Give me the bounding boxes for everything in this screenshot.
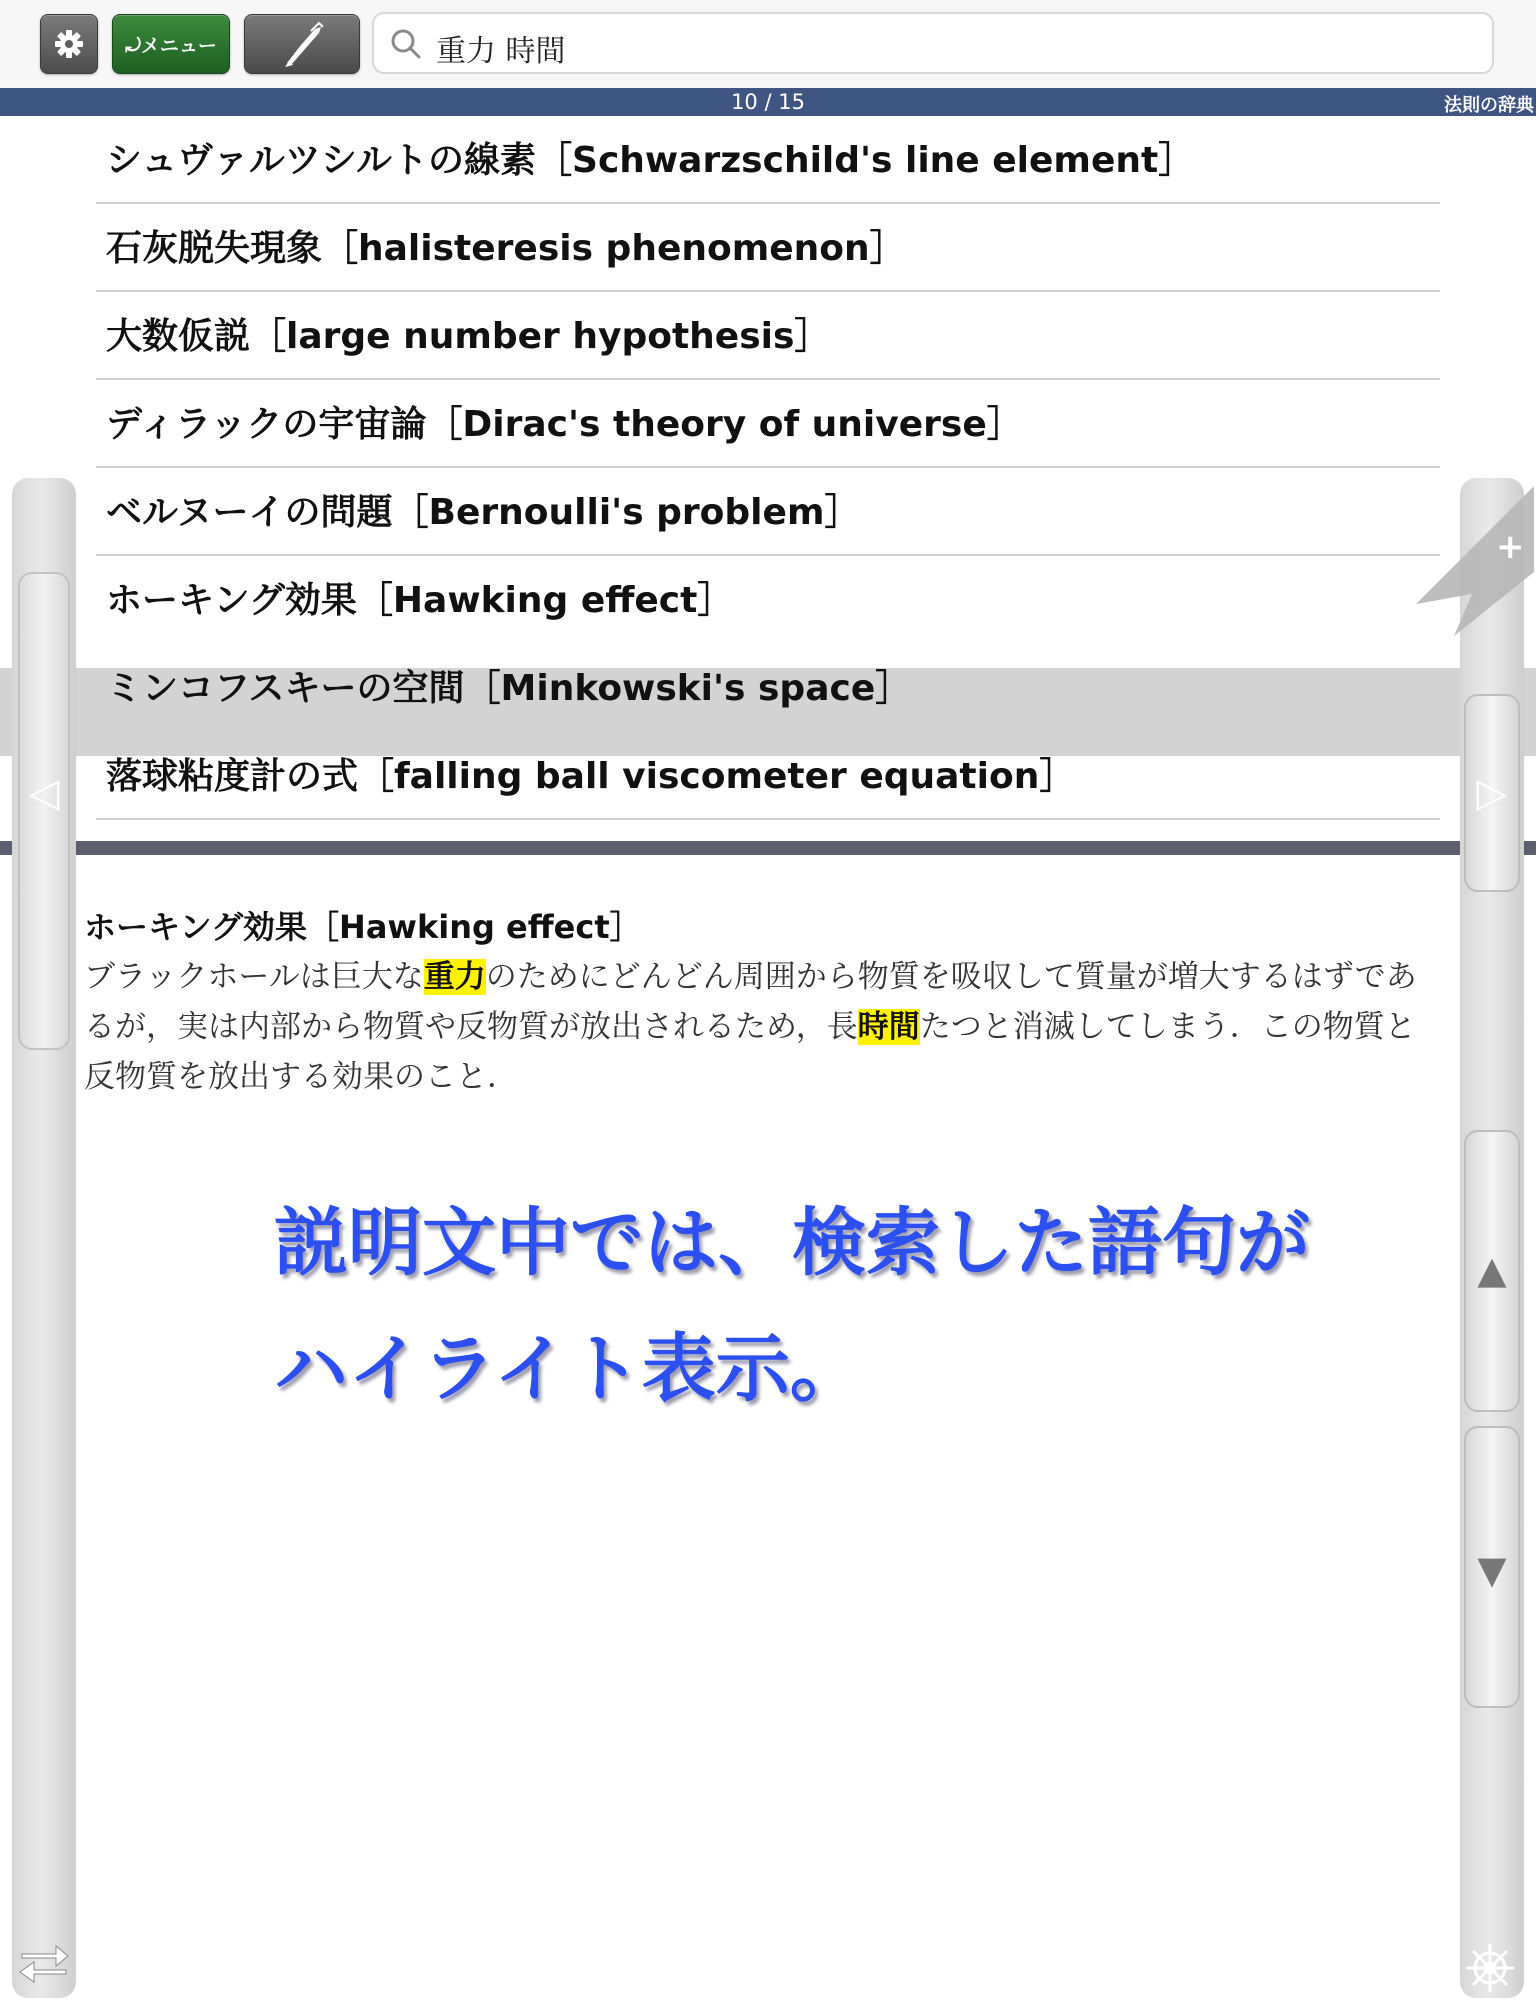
toolbar [0,0,1536,88]
annotation-line: 説明文中では、検索した語句が [274,1200,1310,1286]
result-item[interactable] [96,732,1440,820]
search-highlight: 重力 [423,959,486,995]
annotation-line: ハイライト表示。 [274,1326,864,1412]
search-highlight: 時間 [857,1009,920,1045]
entry-title: ホーキング効果［Hawking effect］ [84,908,642,946]
navigation-button[interactable] [1462,1940,1518,2000]
pager-bar [0,88,1536,116]
result-item-label: ホーキング効果［Hawking effect］ [106,580,734,621]
result-list [0,116,1536,840]
entry-body [84,952,1444,1102]
up-triangle-icon: ▲ [1477,1248,1507,1292]
down-triangle-icon: ▼ [1477,1548,1507,1592]
ship-wheel-icon [1462,1940,1518,1996]
scroll-down-button[interactable] [1464,1426,1520,1708]
magnifier-icon [388,26,424,62]
add-bookmark-button[interactable] [1416,486,1536,640]
search-input-value: 重力 時間 [436,34,566,69]
bookmark-button[interactable] [244,14,360,74]
result-item-label: 石灰脱失現象［halisteresis phenomenon］ [106,228,906,269]
result-item-label: 大数仮説［large number hypothesis］ [106,316,831,357]
prev-arrow-icon: ◁ [28,770,60,816]
result-item[interactable] [96,468,1440,556]
entry-text: たつと消滅してしまう．この物質と反物質を放出する効果のこと． [84,1009,1416,1095]
result-item[interactable] [96,116,1440,204]
swap-arrows-icon [16,1940,72,1984]
menu-button[interactable] [112,14,230,74]
result-item-label: シュヴァルツシルトの線素［Schwarzschild's line element］ [106,140,1195,181]
dictionary-name: 法則の辞典 [1444,95,1534,116]
entry-text: のためにどんどん周囲から物質を吸収して質量が増大するはずであるが，実は内部から物質や反物質が放出されるため，長 [84,959,1417,1045]
entry-detail [84,904,1444,1102]
swap-button[interactable] [16,1940,72,1988]
next-page-button[interactable] [1464,694,1520,892]
gear-icon [41,15,97,73]
pane-divider[interactable] [0,841,1536,855]
menu-button-label: ⤾メニュー [125,34,217,57]
plus-tab-icon [1416,486,1536,636]
prev-page-button[interactable] [20,770,68,816]
pen-icon [245,15,359,73]
result-item-label: 落球粘度計の式［falling ball viscometer equation］ [106,756,1076,797]
result-item-label: ベルヌーイの問題［Bernoulli's problem］ [106,492,861,533]
scroll-up-button[interactable] [1464,1130,1520,1412]
result-item[interactable] [96,204,1440,292]
result-item-label: ミンコフスキーの空間［Minkowski's space］ [106,668,912,709]
result-item[interactable] [96,292,1440,380]
result-item-label: ディラックの宇宙論［Dirac's theory of universe］ [106,404,1023,445]
result-item-selected[interactable] [96,556,1440,644]
add-icon: + [1496,527,1525,567]
page-count: 10 / 15 [731,90,805,114]
entry-text: ブラックホールは巨大な [84,959,424,995]
result-item[interactable] [96,380,1440,468]
settings-button[interactable] [40,14,98,74]
result-item[interactable] [96,644,1440,732]
search-field[interactable] [372,12,1494,74]
next-arrow-icon: ▷ [1476,770,1508,816]
annotation-caption [274,1180,1374,1432]
